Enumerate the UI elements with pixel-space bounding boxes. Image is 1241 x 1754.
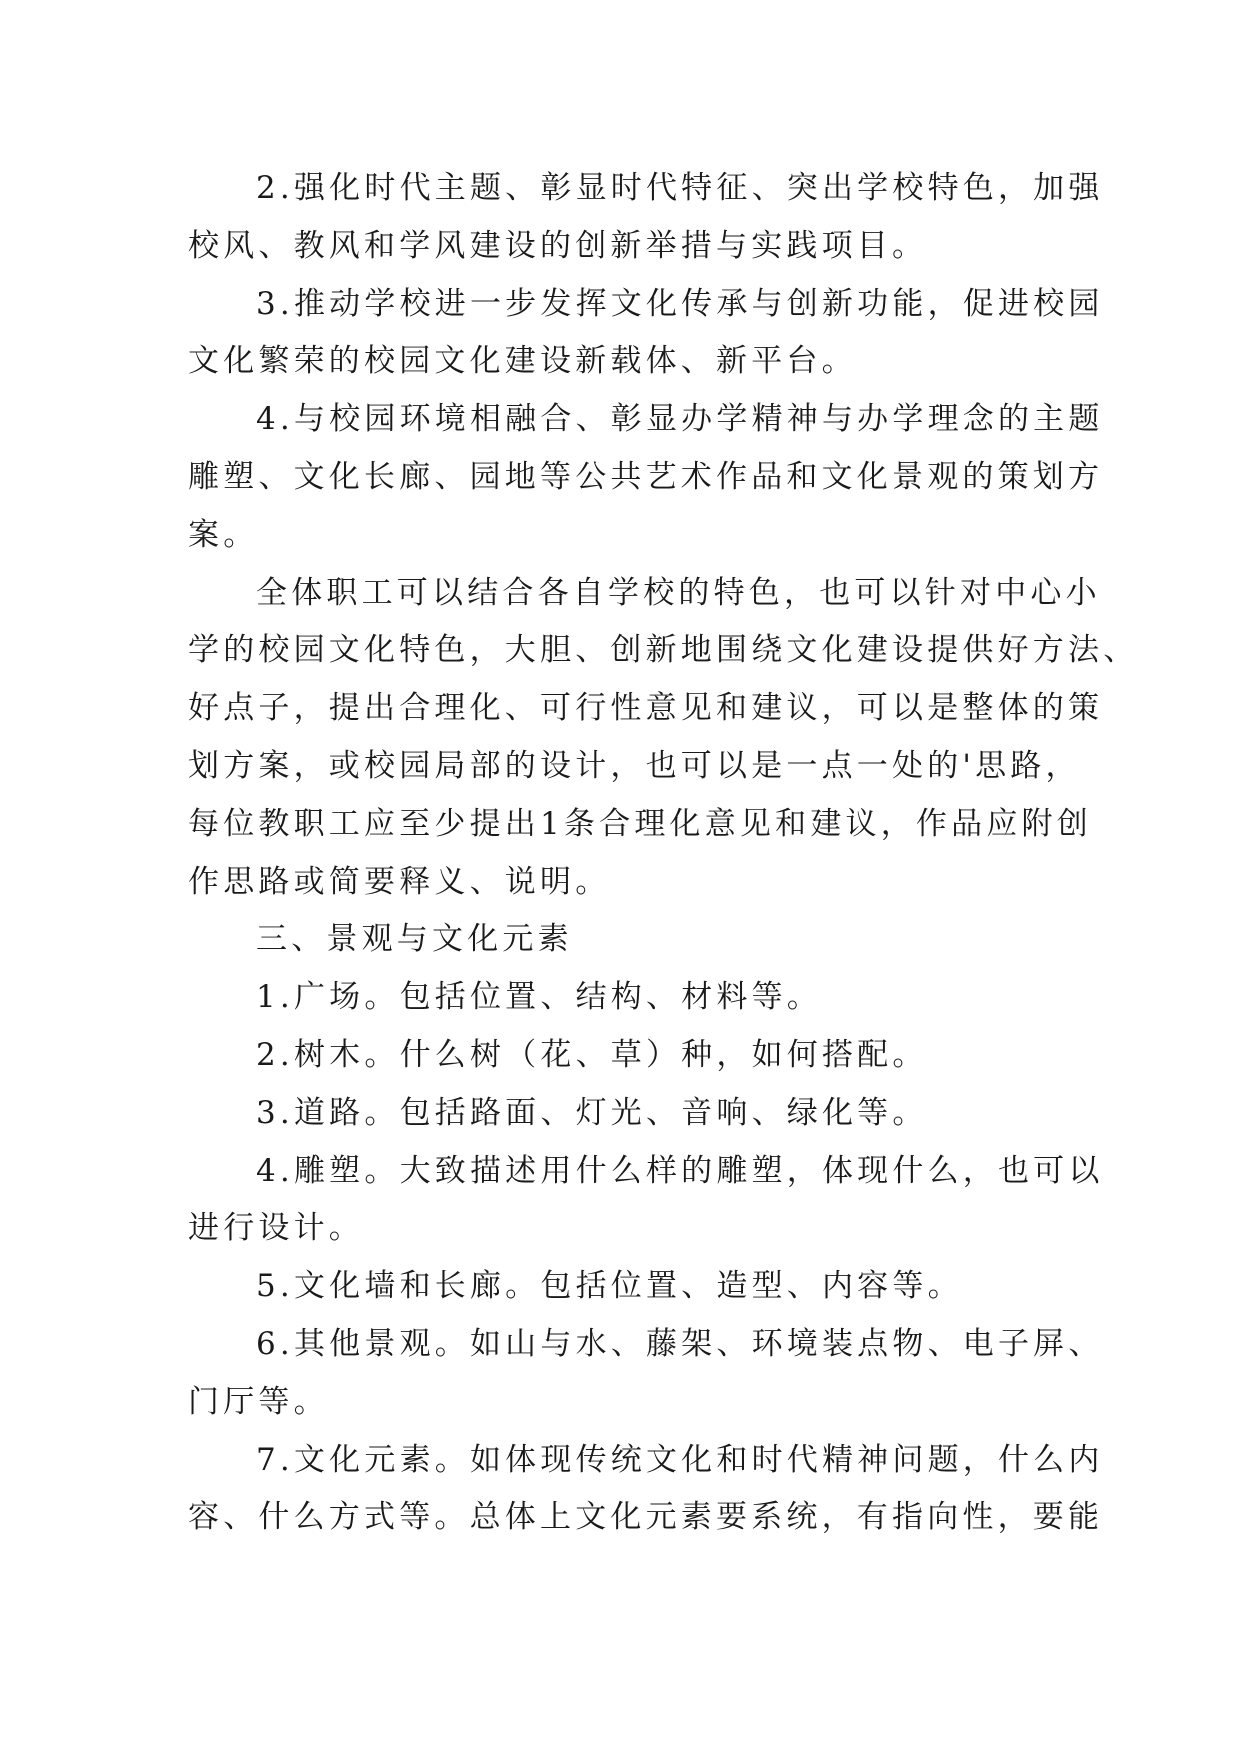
document-body bbox=[188, 160, 1139, 1547]
text-line: 门厅等。 bbox=[188, 1383, 329, 1420]
text-line: 2.树木。什么树（花、草）种，如何搭配。 bbox=[256, 1036, 928, 1073]
text-line: 4.与校园环境相融合、彰显办学精神与办学理念的主题 bbox=[256, 401, 1104, 438]
text-line: 6.其他景观。如山与水、藤架、环境装点物、电子屏、 bbox=[256, 1325, 1104, 1362]
text-line: 校风、教风和学风建设的创新举措与实践项目。 bbox=[188, 227, 928, 264]
text-line: 全体职工可以结合各自学校的特色，也可以针对中心小 bbox=[256, 574, 1101, 611]
section-heading: 三、景观与文化元素 bbox=[256, 921, 573, 958]
text-line: 案。 bbox=[188, 516, 259, 553]
text-line: 学的校园文化特色，大胆、创新地围绕文化建设提供好方法、 bbox=[188, 632, 1139, 669]
text-line: 容、什么方式等。总体上文化元素要系统，有指向性，要能 bbox=[188, 1499, 1104, 1536]
text-line: 雕塑、文化长廊、园地等公共艺术作品和文化景观的策划方 bbox=[188, 458, 1104, 495]
text-line: 1.广场。包括位置、结构、材料等。 bbox=[256, 979, 822, 1016]
text-line: 划方案，或校园局部的设计，也可以是一点一处的'思路， bbox=[188, 747, 1081, 784]
text-line: 2.强化时代主题、彰显时代特征、突出学校特色，加强 bbox=[256, 170, 1104, 206]
text-line: 每位教职工应至少提出1条合理化意见和建议，作品应附创 bbox=[188, 805, 1092, 842]
text-line: 3.道路。包括路面、灯光、音响、绿化等。 bbox=[256, 1094, 928, 1131]
text-line: 5.文化墙和长廊。包括位置、造型、内容等。 bbox=[256, 1268, 963, 1305]
text-line: 好点子，提出合理化、可行性意见和建议，可以是整体的策 bbox=[188, 690, 1104, 727]
text-line: 4.雕塑。大致描述用什么样的雕塑，体现什么，也可以 bbox=[256, 1152, 1104, 1189]
text-line: 文化繁荣的校园文化建设新载体、新平台。 bbox=[188, 343, 857, 380]
text-line: 进行设计。 bbox=[188, 1210, 364, 1247]
text-line: 7.文化元素。如体现传统文化和时代精神问题，什么内 bbox=[256, 1441, 1104, 1478]
text-line: 3.推动学校进一步发挥文化传承与创新功能，促进校园 bbox=[256, 285, 1104, 322]
text-line: 作思路或简要释义、说明。 bbox=[188, 863, 611, 900]
